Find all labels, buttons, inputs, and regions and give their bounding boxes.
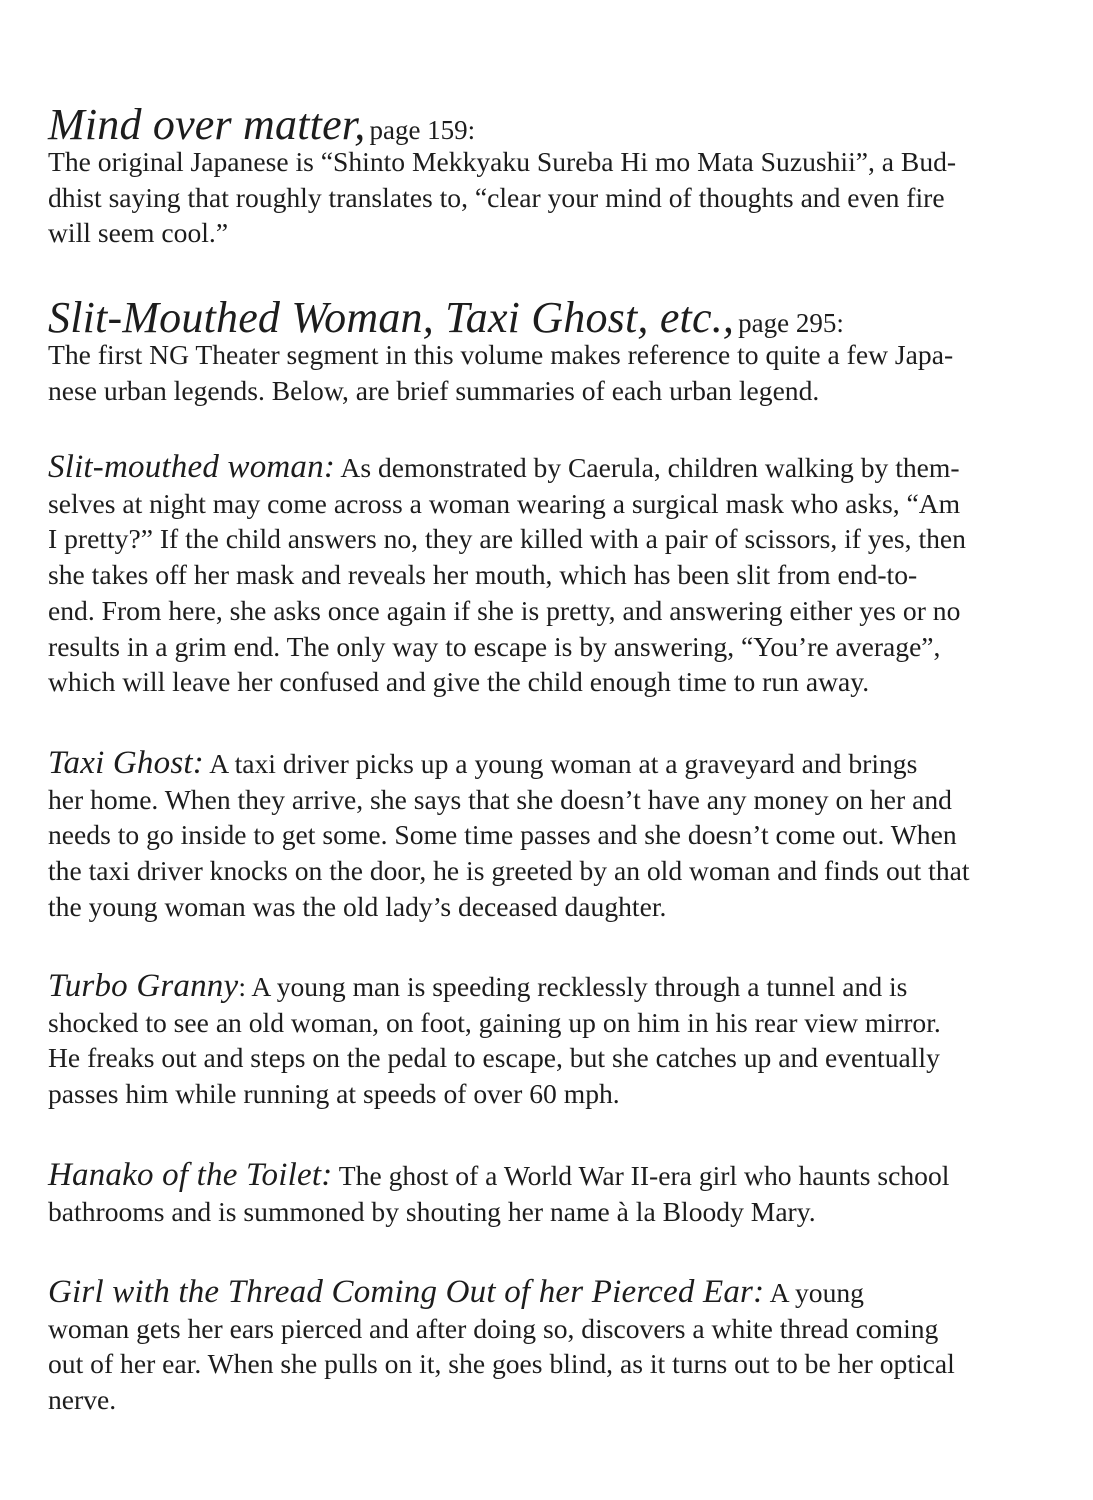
body-line: shocked to see an old woman, on foot, gaining up on him in his rear view mirror. — [48, 1006, 941, 1038]
legend-title: Girl with the Thread Coming Out of her Pierced Ear: — [48, 1274, 765, 1310]
note-heading-mind-over-matter — [48, 100, 476, 149]
legend-text: The ghost of a World War II-era girl who haunts school — [332, 1160, 950, 1191]
body-line: her home. When they arrive, she says that she doesn’t have any money on her and — [48, 783, 952, 815]
note-body-urban-legends — [48, 337, 1048, 408]
body-line: will seem cool.” — [48, 217, 229, 249]
body-line: the young woman was the old lady’s deceased daughter. — [48, 890, 667, 922]
note-page-ref: page 295: — [738, 308, 844, 338]
legend-taxi-ghost — [48, 746, 1048, 925]
legend-hanako-of-the-toilet — [48, 1158, 1048, 1229]
body-line: nese urban legends. Below, are brief summaries of each urban legend. — [48, 374, 820, 406]
body-line: needs to go inside to get some. Some time passes and she doesn’t come out. When — [48, 819, 957, 851]
note-title: Slit-Mouthed Woman, Taxi Ghost, etc., — [48, 293, 735, 342]
body-line: she takes off her mask and reveals her mouth, which has been slit from end-to- — [48, 559, 918, 591]
legend-first-line — [48, 746, 1048, 782]
body-line: which will leave her confused and give the child enough time to run away. — [48, 666, 870, 698]
body-line: dhist saying that roughly translates to, “clear your mind of thoughts and even fire — [48, 181, 945, 213]
body-line: nerve. — [48, 1384, 117, 1416]
body-line: end. From here, she asks once again if she is pretty, and answering either yes or no — [48, 594, 961, 626]
legend-turbo-granny — [48, 969, 1048, 1112]
body-line: passes him while running at speeds of over 60 mph. — [48, 1078, 620, 1110]
legend-text: A taxi driver picks up a young woman at a graveyard and brings — [203, 748, 918, 779]
legend-text: : A young man is speeding recklessly through a tunnel and is — [238, 971, 908, 1002]
legend-title: Turbo Granny — [48, 968, 239, 1004]
note-page-ref: page 159: — [369, 115, 476, 145]
body-line: The first NG Theater segment in this volume makes reference to quite a few Japa- — [48, 339, 954, 370]
legend-first-line — [48, 1275, 1048, 1311]
note-body-mind-over-matter — [48, 144, 1048, 251]
legend-text: As demonstrated by Caerula, children walking by them- — [335, 452, 960, 483]
body-line: I pretty?” If the child answers no, they are killed with a pair of scissors, if yes, then — [48, 523, 966, 555]
legend-first-line — [48, 450, 1048, 486]
legend-first-line — [48, 969, 1048, 1005]
legend-girl-with-the-thread — [48, 1275, 1048, 1418]
body-line: the taxi driver knocks on the door, he is greeted by an old woman and finds out that — [48, 855, 970, 887]
body-line: The original Japanese is “Shinto Mekkyaku Sureba Hi mo Mata Suzushii”, a Bud- — [48, 146, 957, 177]
legend-text: A young — [764, 1277, 864, 1308]
legend-title: Hanako of the Toilet: — [48, 1157, 333, 1193]
legend-title: Slit-mouthed woman: — [48, 449, 336, 485]
body-line: He freaks out and steps on the pedal to escape, but she catches up and eventually — [48, 1042, 940, 1074]
body-line: out of her ear. When she pulls on it, she goes blind, as it turns out to be her optical — [48, 1348, 955, 1380]
legend-slit-mouthed-woman — [48, 450, 1048, 700]
body-line: selves at night may come across a woman wearing a surgical mask who asks, “Am — [48, 487, 961, 519]
body-line: results in a grim end. The only way to escape is by answering, “You’re average”, — [48, 630, 941, 662]
note-title: Mind over matter, — [48, 100, 366, 149]
body-line: bathrooms and is summoned by shouting her name à la Bloody Mary. — [48, 1195, 816, 1227]
body-line: woman gets her ears pierced and after doing so, discovers a white thread coming — [48, 1312, 939, 1344]
note-heading-urban-legends — [48, 293, 844, 342]
legend-first-line — [48, 1158, 1048, 1194]
legend-title: Taxi Ghost: — [48, 745, 204, 781]
